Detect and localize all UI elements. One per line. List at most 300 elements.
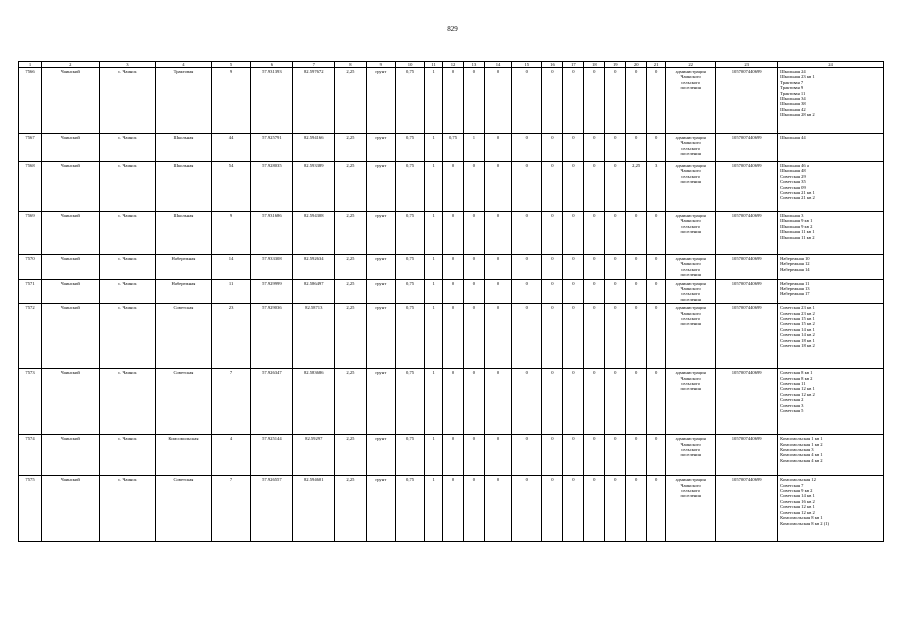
address-line: Комсомольская 4 кв 2 <box>780 457 823 463</box>
table-cell-c16: 0 <box>542 476 563 542</box>
table-cell-c15: 0 <box>512 279 542 304</box>
address-line: Советская 12 кв 1 <box>780 504 815 510</box>
address-line: Набережная 12 <box>780 261 810 267</box>
table-cell-c5: 11 <box>211 279 251 304</box>
table-cell-c5: 7 <box>211 369 251 435</box>
table-cell-c20: 0 <box>626 476 647 542</box>
table-cell-ogrn: 1057007440699 <box>716 134 778 162</box>
table-cell-lat: 57.929036 <box>251 304 293 369</box>
table-cell-c14: 0 <box>484 279 511 304</box>
address-line: Школьная 48 <box>780 168 806 174</box>
table-cell-c8: 2,25 <box>335 212 366 255</box>
address-line: Советская 11 <box>780 381 806 387</box>
table-cell-c5: 54 <box>211 162 251 212</box>
table-cell-c8: 2,25 <box>335 68 366 134</box>
table-cell-c15: 0 <box>512 255 542 280</box>
table-cell-street: Школьная <box>156 212 212 255</box>
table-cell-street: Комсомольская <box>156 435 212 476</box>
table-cell-c10: 0,75 <box>395 476 424 542</box>
table-cell-c20: 0 <box>626 435 647 476</box>
owner-line: сельского <box>681 291 701 297</box>
table-cell-surface: грунт <box>366 476 395 542</box>
table-cell-ogrn: 1057007440699 <box>716 476 778 542</box>
table-cell-owner <box>666 476 716 542</box>
table-cell-c18: 0 <box>584 279 605 304</box>
table-cell-id: 7566 <box>19 68 42 134</box>
table-cell-c13: 0 <box>463 279 484 304</box>
address-line: Набережная 10 <box>780 256 810 261</box>
owner-line: поселения <box>680 272 701 278</box>
table-cell-c10: 0,75 <box>395 304 424 369</box>
address-line: Советская 14 кв 2 <box>780 332 815 338</box>
address-line: Набережная 13 <box>780 286 810 292</box>
address-line: Комсомольская 1 кв 1 <box>780 436 823 442</box>
table-cell-street: Советская <box>156 369 212 435</box>
table-cell-c5: 23 <box>211 304 251 369</box>
table-cell-c15: 0 <box>512 212 542 255</box>
table-cell-c5: 44 <box>211 134 251 162</box>
owner-line: администрация <box>675 280 706 286</box>
header-cell: 24 <box>778 62 884 68</box>
table-body <box>19 68 884 542</box>
table-row <box>19 304 884 369</box>
table-cell-c21: 0 <box>647 134 666 162</box>
owner-line: Чаинского <box>680 482 701 488</box>
table-cell-c17: 0 <box>563 476 584 542</box>
table-cell-c12: 0 <box>443 435 464 476</box>
table-cell-lon: 82.594601 <box>293 476 335 542</box>
owner-line: администрация <box>675 69 706 74</box>
table-cell-c16: 0 <box>542 134 563 162</box>
table-cell-id: 7570 <box>19 255 42 280</box>
table-cell-c21: 3 <box>647 162 666 212</box>
table-cell-ogrn: 1057007440699 <box>716 304 778 369</box>
table-cell-c19: 0 <box>605 279 626 304</box>
table-cell-ogrn: 1057007440699 <box>716 435 778 476</box>
table-cell-surface: грунт <box>366 212 395 255</box>
table-cell-c17: 0 <box>563 68 584 134</box>
table-cell-c18: 0 <box>584 435 605 476</box>
table-cell-c14: 0 <box>484 212 511 255</box>
table-cell-lon: 82.59297 <box>293 435 335 476</box>
table-cell-c15: 0 <box>512 68 542 134</box>
table-cell-village: с. Чаинск <box>99 279 156 304</box>
table-cell-c10: 0,75 <box>395 279 424 304</box>
address-line: Трактовая 11 <box>780 90 806 96</box>
table-cell-village: с. Чаинск <box>99 255 156 280</box>
header-cell: 21 <box>647 62 666 68</box>
table-cell-c21: 0 <box>647 255 666 280</box>
table-cell-c18: 0 <box>584 369 605 435</box>
table-cell-owner <box>666 68 716 134</box>
page-number: 829 <box>447 25 458 33</box>
address-line: Советская 21 кв 2 <box>780 195 815 201</box>
table-cell-c10: 0,75 <box>395 255 424 280</box>
address-line: Советская 14 кв 1 <box>780 493 815 499</box>
table-cell-c5: 9 <box>211 68 251 134</box>
owner-line: Чаинского <box>680 375 701 381</box>
address-line: Комсомольская 12 <box>780 477 816 483</box>
table-cell-addresses <box>778 435 884 476</box>
address-line: Школьная 34 <box>780 96 806 102</box>
table-cell-c20: 2,25 <box>626 162 647 212</box>
table-cell-c5: 9 <box>211 212 251 255</box>
address-line: Советская 29 <box>780 173 806 179</box>
table-cell-c10: 0,75 <box>395 212 424 255</box>
owner-line: администрация <box>675 477 706 483</box>
table-cell-c13: 0 <box>463 68 484 134</box>
table-cell-lat: 57.929999 <box>251 279 293 304</box>
table-cell-district: Чаинский <box>42 435 100 476</box>
address-line: Школьная 11 кв 1 <box>780 229 815 235</box>
table-cell-c13: 0 <box>463 476 484 542</box>
table-cell-c10: 0,75 <box>395 435 424 476</box>
header-cell: 17 <box>563 62 584 68</box>
owner-line: поселения <box>680 296 701 302</box>
header-cell: 23 <box>716 62 778 68</box>
table-cell-c19: 0 <box>605 162 626 212</box>
header-cell: 3 <box>99 62 156 68</box>
owner-line: сельского <box>681 316 701 322</box>
table-cell-c11: 1 <box>425 369 443 435</box>
table-cell-c5: 4 <box>211 435 251 476</box>
table-cell-c12: 0,75 <box>443 134 464 162</box>
header-cell: 4 <box>156 62 212 68</box>
owner-line: поселения <box>680 321 701 327</box>
table-cell-owner <box>666 255 716 280</box>
table-row <box>19 134 884 162</box>
table-cell-c17: 0 <box>563 212 584 255</box>
header-cell: 12 <box>443 62 464 68</box>
table-cell-c18: 0 <box>584 212 605 255</box>
table-cell-c13: 0 <box>463 435 484 476</box>
owner-line: сельского <box>681 381 701 387</box>
header-cell: 18 <box>584 62 605 68</box>
table-cell-street: Школьная <box>156 162 212 212</box>
table-cell-village: с. Чаинск <box>99 369 156 435</box>
table-cell-c20: 0 <box>626 255 647 280</box>
table-cell-c16: 0 <box>542 255 563 280</box>
table-cell-surface: грунт <box>366 435 395 476</box>
table-cell-owner <box>666 435 716 476</box>
table-cell-c21: 0 <box>647 435 666 476</box>
table-cell-c14: 0 <box>484 255 511 280</box>
owner-line: сельского <box>681 223 701 229</box>
table-cell-ogrn: 1057007440699 <box>716 279 778 304</box>
table-cell-c11: 1 <box>425 162 443 212</box>
table-cell-c8: 2,25 <box>335 134 366 162</box>
table-cell-c14: 0 <box>484 68 511 134</box>
table-cell-c20: 0 <box>626 369 647 435</box>
table-cell-c17: 0 <box>563 279 584 304</box>
table-cell-c12: 0 <box>443 369 464 435</box>
owner-line: сельского <box>681 488 701 494</box>
table-cell-c12: 0 <box>443 162 464 212</box>
table-cell-id: 7573 <box>19 369 42 435</box>
owner-line: Чаинского <box>680 441 701 447</box>
header-cell: 7 <box>293 62 335 68</box>
owner-line: поселения <box>680 452 701 458</box>
table-row <box>19 476 884 542</box>
table-cell-c18: 0 <box>584 134 605 162</box>
table-cell-c14: 0 <box>484 162 511 212</box>
owner-line: Чаинского <box>680 168 701 174</box>
table-cell-c20: 0 <box>626 304 647 369</box>
address-line: Школьная 42 <box>780 106 806 112</box>
table-cell-c11: 1 <box>425 304 443 369</box>
table-cell-c12: 0 <box>443 68 464 134</box>
header-cell: 19 <box>605 62 626 68</box>
header-cell: 6 <box>251 62 293 68</box>
table-cell-ogrn: 1057007440699 <box>716 255 778 280</box>
address-line: Советская 12 кв 1 <box>780 386 815 392</box>
table-cell-owner <box>666 134 716 162</box>
table-cell-district: Чаинский <box>42 279 100 304</box>
table-cell-c8: 2,25 <box>335 255 366 280</box>
table-cell-c8: 2,25 <box>335 476 366 542</box>
table-cell-c13: 0 <box>463 369 484 435</box>
header-cell: 8 <box>335 62 366 68</box>
table-cell-c19: 0 <box>605 435 626 476</box>
table-cell-village: с. Чаинск <box>99 134 156 162</box>
table-cell-id: 7572 <box>19 304 42 369</box>
owner-line: сельского <box>681 173 701 179</box>
table-cell-lat: 57.931393 <box>251 68 293 134</box>
table-cell-c13: 0 <box>463 162 484 212</box>
table-cell-id: 7569 <box>19 212 42 255</box>
table-cell-c19: 0 <box>605 68 626 134</box>
table-cell-c15: 0 <box>512 435 542 476</box>
table-cell-c16: 0 <box>542 369 563 435</box>
table-cell-lon: 82.58713 <box>293 304 335 369</box>
owner-line: Чаинского <box>680 261 701 267</box>
table-cell-addresses <box>778 476 884 542</box>
table-cell-lon: 82.583686 <box>293 369 335 435</box>
table-cell-c10: 0,75 <box>395 369 424 435</box>
table-cell-c8: 2,25 <box>335 279 366 304</box>
table-cell-c5: 14 <box>211 255 251 280</box>
table-cell-c12: 0 <box>443 304 464 369</box>
table-cell-c17: 0 <box>563 369 584 435</box>
address-line: Советская 15 кв 2 <box>780 321 815 327</box>
table-cell-lat: 57.925144 <box>251 435 293 476</box>
table-cell-c18: 0 <box>584 304 605 369</box>
table-cell-lat: 57.925791 <box>251 134 293 162</box>
table-cell-ogrn: 1057007440699 <box>716 369 778 435</box>
address-line: Комсомольская 8 кв 1 <box>780 515 823 521</box>
owner-line: поселения <box>680 493 701 499</box>
address-line: Набережная 11 <box>780 280 810 286</box>
table-cell-c21: 0 <box>647 279 666 304</box>
table-cell-lon: 82.597672 <box>293 68 335 134</box>
table-cell-c13: 0 <box>463 212 484 255</box>
address-line: Советская 18 кв 1 <box>780 337 815 343</box>
address-line: Советская 8 кв 1 <box>780 370 813 376</box>
owner-line: поселения <box>680 179 701 185</box>
header-cell: 11 <box>425 62 443 68</box>
owner-line: сельского <box>681 145 701 151</box>
address-line: Набережная 14 <box>780 266 810 272</box>
table-cell-c12: 0 <box>443 279 464 304</box>
table-cell-street: Советская <box>156 304 212 369</box>
address-line: Школьная 11 кв 2 <box>780 234 815 240</box>
table-cell-district: Чаинский <box>42 212 100 255</box>
address-line: Советская 8 кв 2 <box>780 375 813 381</box>
table-cell-c10: 0,75 <box>395 162 424 212</box>
table-cell-c17: 0 <box>563 435 584 476</box>
table-cell-district: Чаинский <box>42 162 100 212</box>
owner-line: поселения <box>680 151 701 157</box>
owner-line: Чаинского <box>680 310 701 316</box>
table-cell-village: с. Чаинск <box>99 68 156 134</box>
table-cell-lon: 82.593389 <box>293 162 335 212</box>
table-cell-c11: 1 <box>425 279 443 304</box>
header-cell: 5 <box>211 62 251 68</box>
table-cell-addresses <box>778 134 884 162</box>
table-cell-c15: 0 <box>512 369 542 435</box>
owner-line: Чаинского <box>680 286 701 292</box>
table-cell-street: Набережная <box>156 279 212 304</box>
header-cell: 13 <box>463 62 484 68</box>
table-cell-district: Чаинский <box>42 304 100 369</box>
table-cell-street: Трактовая <box>156 68 212 134</box>
address-line: Советская 16 кв 2 <box>780 498 815 504</box>
table-cell-surface: грунт <box>366 162 395 212</box>
table-cell-lat: 57.933308 <box>251 255 293 280</box>
address-line: Советская 3 <box>780 402 804 408</box>
address-line: Советская 09 <box>780 184 806 190</box>
table-cell-lon: 82.592634 <box>293 255 335 280</box>
table-cell-owner <box>666 369 716 435</box>
table-cell-c15: 0 <box>512 476 542 542</box>
table-row <box>19 68 884 134</box>
address-line: Набережная 17 <box>780 291 810 297</box>
header-cell: 2 <box>42 62 100 68</box>
table-row <box>19 435 884 476</box>
address-line: Советская 21 кв 1 <box>780 190 815 196</box>
table-cell-addresses <box>778 304 884 369</box>
address-line: Советская 15 кв 1 <box>780 316 815 322</box>
table-cell-street: Набережная <box>156 255 212 280</box>
header-cell: 9 <box>366 62 395 68</box>
address-line: Комсомольская 8 кв 2 (1) <box>780 520 830 526</box>
address-line: Школьная 28 кв 2 <box>780 112 815 118</box>
table-cell-c5: 7 <box>211 476 251 542</box>
table-cell-c21: 0 <box>647 369 666 435</box>
header-cell: 20 <box>626 62 647 68</box>
table-cell-surface: грунт <box>366 255 395 280</box>
table-cell-surface: грунт <box>366 304 395 369</box>
table-cell-c19: 0 <box>605 304 626 369</box>
table-cell-ogrn: 1057007440699 <box>716 68 778 134</box>
address-line: Советская 23 кв 2 <box>780 310 815 316</box>
table-cell-c16: 0 <box>542 162 563 212</box>
table-cell-c11: 1 <box>425 212 443 255</box>
table-cell-lat: 57.928035 <box>251 162 293 212</box>
table-cell-addresses <box>778 68 884 134</box>
table-cell-c16: 0 <box>542 212 563 255</box>
owner-line: сельского <box>681 266 701 272</box>
table-cell-c21: 0 <box>647 476 666 542</box>
owner-line: администрация <box>675 256 706 261</box>
owner-line: администрация <box>675 135 706 140</box>
owner-line: администрация <box>675 370 706 376</box>
header-cell: 22 <box>666 62 716 68</box>
address-line: Комсомольская 1 кв 2 <box>780 441 823 447</box>
table-cell-c19: 0 <box>605 255 626 280</box>
address-line: Трактовая 9 <box>780 85 804 91</box>
table-cell-c14: 0 <box>484 435 511 476</box>
table-cell-lon: 82.586497 <box>293 279 335 304</box>
address-line: Школьная 23 кв 1 <box>780 74 815 80</box>
address-line: Школьная 38 <box>780 101 806 107</box>
table-cell-id: 7574 <box>19 435 42 476</box>
address-line: Школьная 44 <box>780 135 806 140</box>
table-cell-addresses <box>778 279 884 304</box>
header-cell: 15 <box>512 62 542 68</box>
table-cell-c20: 0 <box>626 212 647 255</box>
table-cell-c14: 0 <box>484 134 511 162</box>
address-line: Школьная 46 а <box>780 163 809 168</box>
owner-line: поселения <box>680 85 701 91</box>
table-cell-c18: 0 <box>584 68 605 134</box>
table-cell-district: Чаинский <box>42 255 100 280</box>
table-cell-id: 7568 <box>19 162 42 212</box>
table-cell-c8: 2,25 <box>335 435 366 476</box>
table-cell-c16: 0 <box>542 68 563 134</box>
header-cell: 10 <box>395 62 424 68</box>
table-cell-village: с. Чаинск <box>99 212 156 255</box>
table-cell-owner <box>666 212 716 255</box>
table-cell-addresses <box>778 369 884 435</box>
table-cell-addresses <box>778 162 884 212</box>
table-cell-c16: 0 <box>542 435 563 476</box>
table-cell-c13: 0 <box>463 255 484 280</box>
table-cell-c8: 2,25 <box>335 369 366 435</box>
table-cell-c17: 0 <box>563 304 584 369</box>
address-line: Советская 9 кв 2 <box>780 488 813 494</box>
table-cell-c12: 0 <box>443 476 464 542</box>
owner-line: администрация <box>675 305 706 311</box>
road-register-table <box>18 61 884 542</box>
table-cell-owner <box>666 304 716 369</box>
table-cell-c20: 0 <box>626 279 647 304</box>
table-cell-c13: 0 <box>463 304 484 369</box>
table-cell-surface: грунт <box>366 369 395 435</box>
table-cell-c11: 1 <box>425 255 443 280</box>
address-line: Советская 14 кв 1 <box>780 326 815 332</box>
table-row <box>19 255 884 280</box>
table-cell-c14: 0 <box>484 369 511 435</box>
table-cell-c14: 0 <box>484 476 511 542</box>
table-cell-c18: 0 <box>584 255 605 280</box>
table-cell-c19: 0 <box>605 134 626 162</box>
table-cell-street: Школьная <box>156 134 212 162</box>
owner-line: поселения <box>680 229 701 235</box>
address-line: Советская 5 <box>780 408 804 414</box>
table-cell-c10: 0,75 <box>395 134 424 162</box>
table-cell-surface: грунт <box>366 134 395 162</box>
table-cell-c19: 0 <box>605 212 626 255</box>
table-cell-surface: грунт <box>366 68 395 134</box>
owner-line: сельского <box>681 79 701 85</box>
address-line: Советская 12 кв 2 <box>780 509 815 515</box>
table-cell-c17: 0 <box>563 134 584 162</box>
owner-line: Чаинского <box>680 74 701 80</box>
table-cell-surface: грунт <box>366 279 395 304</box>
table-cell-lon: 82.594166 <box>293 134 335 162</box>
address-line: Школьная 9 кв 1 <box>780 218 813 224</box>
